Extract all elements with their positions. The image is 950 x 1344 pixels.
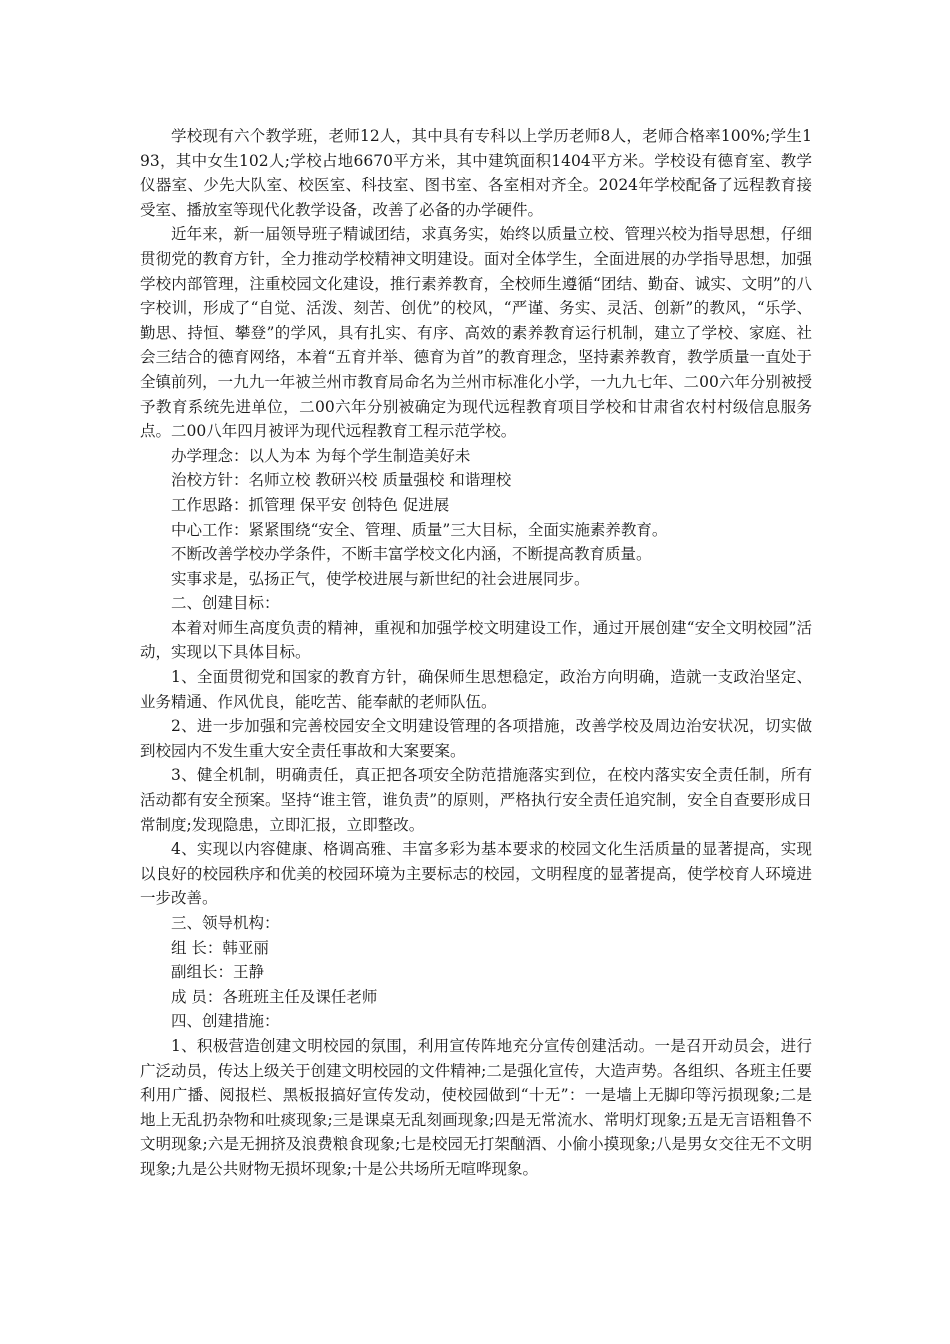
paragraph-policy: 治校方针：名师立校 教研兴校 质量强校 和谐理校 [171, 471, 512, 490]
section-heading-measures: 四、创建措施： [171, 1012, 280, 1031]
list-item-goal-3: 3、健全机制，明确责任，真正把各项安全防范措施落实到位，在校内落实安全责任制，所有活动都有安全预案。坚持“谁主管，谁负责”的原则，严格执行安全责任追究制，安全自查要形成日常制度;发现隐患，立即汇报，立即整改。 [140, 766, 812, 834]
leader-group-deputy: 副组长：王静 [171, 963, 265, 982]
document-body [140, 124, 812, 1182]
leader-group-members: 成 员：各班班主任及课任老师 [171, 987, 378, 1006]
list-item-goal-4: 4、实现以内容健康、格调高雅、丰富多彩为基本要求的校园文化生活质量的显著提高，实现以良好的校园秩序和优美的校园环境为主要标志的校园，文明程度的显著提高，使学校育人环境进一步改善。 [140, 840, 812, 908]
section-heading-goals: 二、创建目标： [171, 594, 280, 613]
paragraph-school-overview: 学校现有六个教学班，老师12人，其中具有专科以上学历老师8人，老师合格率100%;学生193，其中女生102人;学校占地6670平方米，其中建筑面积1404平方米。学校设有德育室、教学仪器室、少先大队室、校医室、科技室、图书室、各室相对齐全。2024年学校配备了远程教育接受室、播放室等现代化教学设备，改善了必备的办学硬件。 [140, 127, 812, 219]
leader-group-head: 组 长：韩亚丽 [171, 938, 269, 957]
paragraph-work-ideas: 工作思路：抓管理 保平安 创特色 促进展 [171, 495, 450, 514]
list-item-goal-1: 1、全面贯彻党和国家的教育方针，确保师生思想稳定，政治方向明确，造就一支政治坚定、业务精通、作风优良，能吃苦、能奉献的老师队伍。 [140, 668, 812, 711]
paragraph-central-work: 中心工作：紧紧围绕“安全、管理、质量”三大目标，全面实施素养教育。 [171, 520, 668, 539]
paragraph-seek-truth: 实事求是，弘扬正气，使学校进展与新世纪的社会进展同步。 [171, 569, 590, 588]
list-item-goal-2: 2、进一步加强和完善校园安全文明建设管理的各项措施，改善学校及周边治安状况，切实做到校园内不发生重大安全责任事故和大案要案。 [140, 717, 812, 760]
paragraph-philosophy: 办学理念：以人为本 为每个学生制造美好未 [171, 446, 471, 465]
paragraph-recent-years: 近年来，新一届领导班子精诚团结，求真务实，始终以质量立校、管理兴校为指导思想，仔细贯彻党的教育方针，全力推动学校精神文明建设。面对全体学生，全面进展的办学指导思想，加强学校内部管理，注重校园文化建设，推行素养教育，全校师生遵循“团结、勤奋、诚实、文明”的八字校训，形成了“自觉、活泼、刻苦、创优”的校风，“严谨、务实、灵活、创新”的教风，“乐学、勤思、持恒、攀登”的学风，具有扎实、有序、高效的素养教育运行机制，建立了学校、家庭、社会三结合的德育网络，本着“五育并举、德育为首”的教育理念，坚持素养教育，教学质量一直处于全镇前列，一九九一年被兰州市教育局命名为兰州市标准化小学，一九九七年、二00六年分别被授予教育系统先进单位，二00六年分别被确定为现代远程教育项目学校和甘肃省农村村级信息服务点。二00八年四月被评为现代远程教育工程示范学校。 [140, 225, 812, 441]
paragraph-goals-intro: 本着对师生高度负责的精神，重视和加强学校文明建设工作，通过开展创建“安全文明校园”活动，实现以下具体目标。 [140, 618, 812, 662]
section-heading-leadership: 三、领导机构： [171, 914, 280, 932]
list-item-measure-1: 1、积极营造创建文明校园的氛围，利用宣传阵地充分宣传创建活动。一是召开动员会，进行广泛动员，传达上级关于创建文明校园的文件精神;二是强化宣传，大造声势。各组织、各班主任要利用广播、阅报栏、黑板报搞好宣传发动，使校园做到“十无”：一是墙上无脚印等污损现象;二是地上无乱扔杂物和吐痰现象;三是课桌无乱刻画现象;四是无常流水、常明灯现象;五是无言语粗鲁不文明现象;六是无拥挤及浪费粮食现象;七是校园无打架酗酒、小偷小摸现象;八是男女交往无不文明现象;九是公共财物无损坏现象;十是公共场所无喧哗现象。 [140, 1036, 812, 1178]
paragraph-improve-conditions: 不断改善学校办学条件，不断丰富学校文化内涵，不断提高教育质量。 [171, 545, 652, 564]
